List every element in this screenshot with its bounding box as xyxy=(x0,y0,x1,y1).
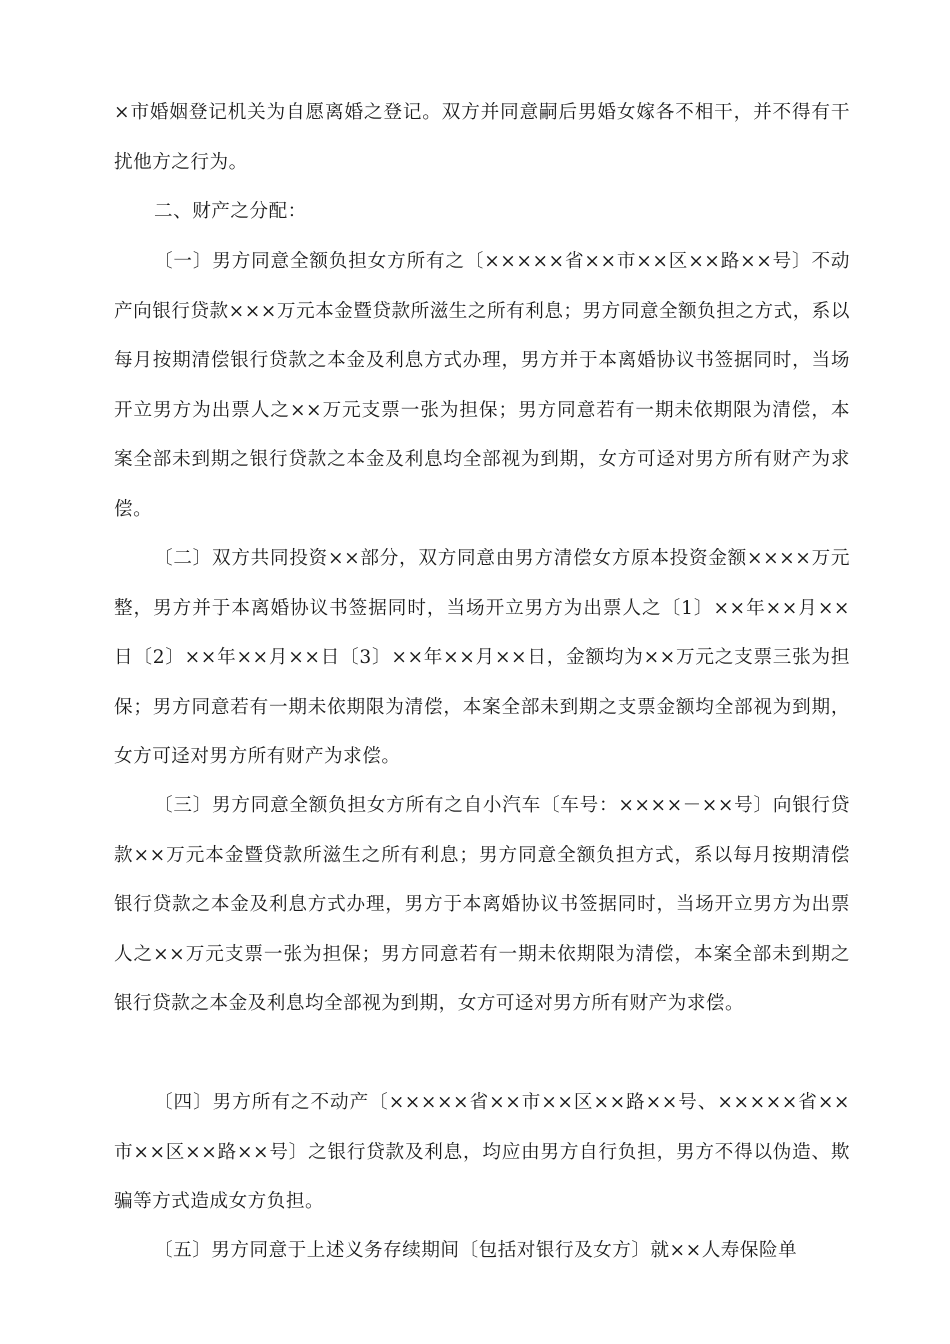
paragraph-item-4: 〔四〕男方所有之不动产〔×××××省××市××区××路××号、×××××省××市××区××路××号〕之银行贷款及利息，均应由男方自行负担，男方不得以伪造、欺骗等方式造成女方负担。 xyxy=(114,1092,850,1212)
paragraph-item-5: 〔五〕男方同意于上述义务存续期间〔包括对银行及女方〕就××人寿保险单 xyxy=(154,1240,798,1261)
section-heading-property-division: 二、财产之分配： xyxy=(154,201,307,222)
paragraph-continuation: ×市婚姻登记机关为自愿离婚之登记。双方并同意嗣后男婚女嫁各不相干，并不得有干扰他方之行为。 xyxy=(114,102,850,173)
paragraph-item-1: 〔一〕男方同意全额负担女方所有之〔×××××省××市××区××路××号〕不动产向银行贷款×××万元本金暨贷款所滋生之所有利息；男方同意全额负担之方式，系以每月按期清偿银行贷款之本金及利息方式办理，男方并于本离婚协议书签据同时，当场开立男方为出票人之××万元支票一张为担保；男方同意若有一期未依期限为清偿，本案全部未到期之银行贷款之本金及利息均全部视为到期，女方可迳对男方所有财产为求偿。 xyxy=(114,251,850,520)
paragraph-item-2: 〔二〕双方共同投资××部分，双方同意由男方清偿女方原本投资金额××××万元整，男方并于本离婚协议书签据同时，当场开立男方为出票人之〔1〕××年××月××日〔2〕××年××月××日〔3〕××年××月××日，金额均为××万元之支票三张为担保；男方同意若有一期未依期限为清偿，本案全部未到期之支票金额均全部视为到期，女方可迳对男方所有财产为求偿。 xyxy=(114,548,850,767)
paragraph-item-3: 〔三〕男方同意全额负担女方所有之自小汽车〔车号：××××－××号〕向银行贷款××万元本金暨贷款所滋生之所有利息；男方同意全额负担方式，系以每月按期清偿银行贷款之本金及利息方式办理，男方于本离婚协议书签据同时，当场开立男方为出票人之××万元支票一张为担保；男方同意若有一期未依期限为清偿，本案全部未到期之银行贷款之本金及利息均全部视为到期，女方可迳对男方所有财产为求偿。 xyxy=(114,795,850,1014)
